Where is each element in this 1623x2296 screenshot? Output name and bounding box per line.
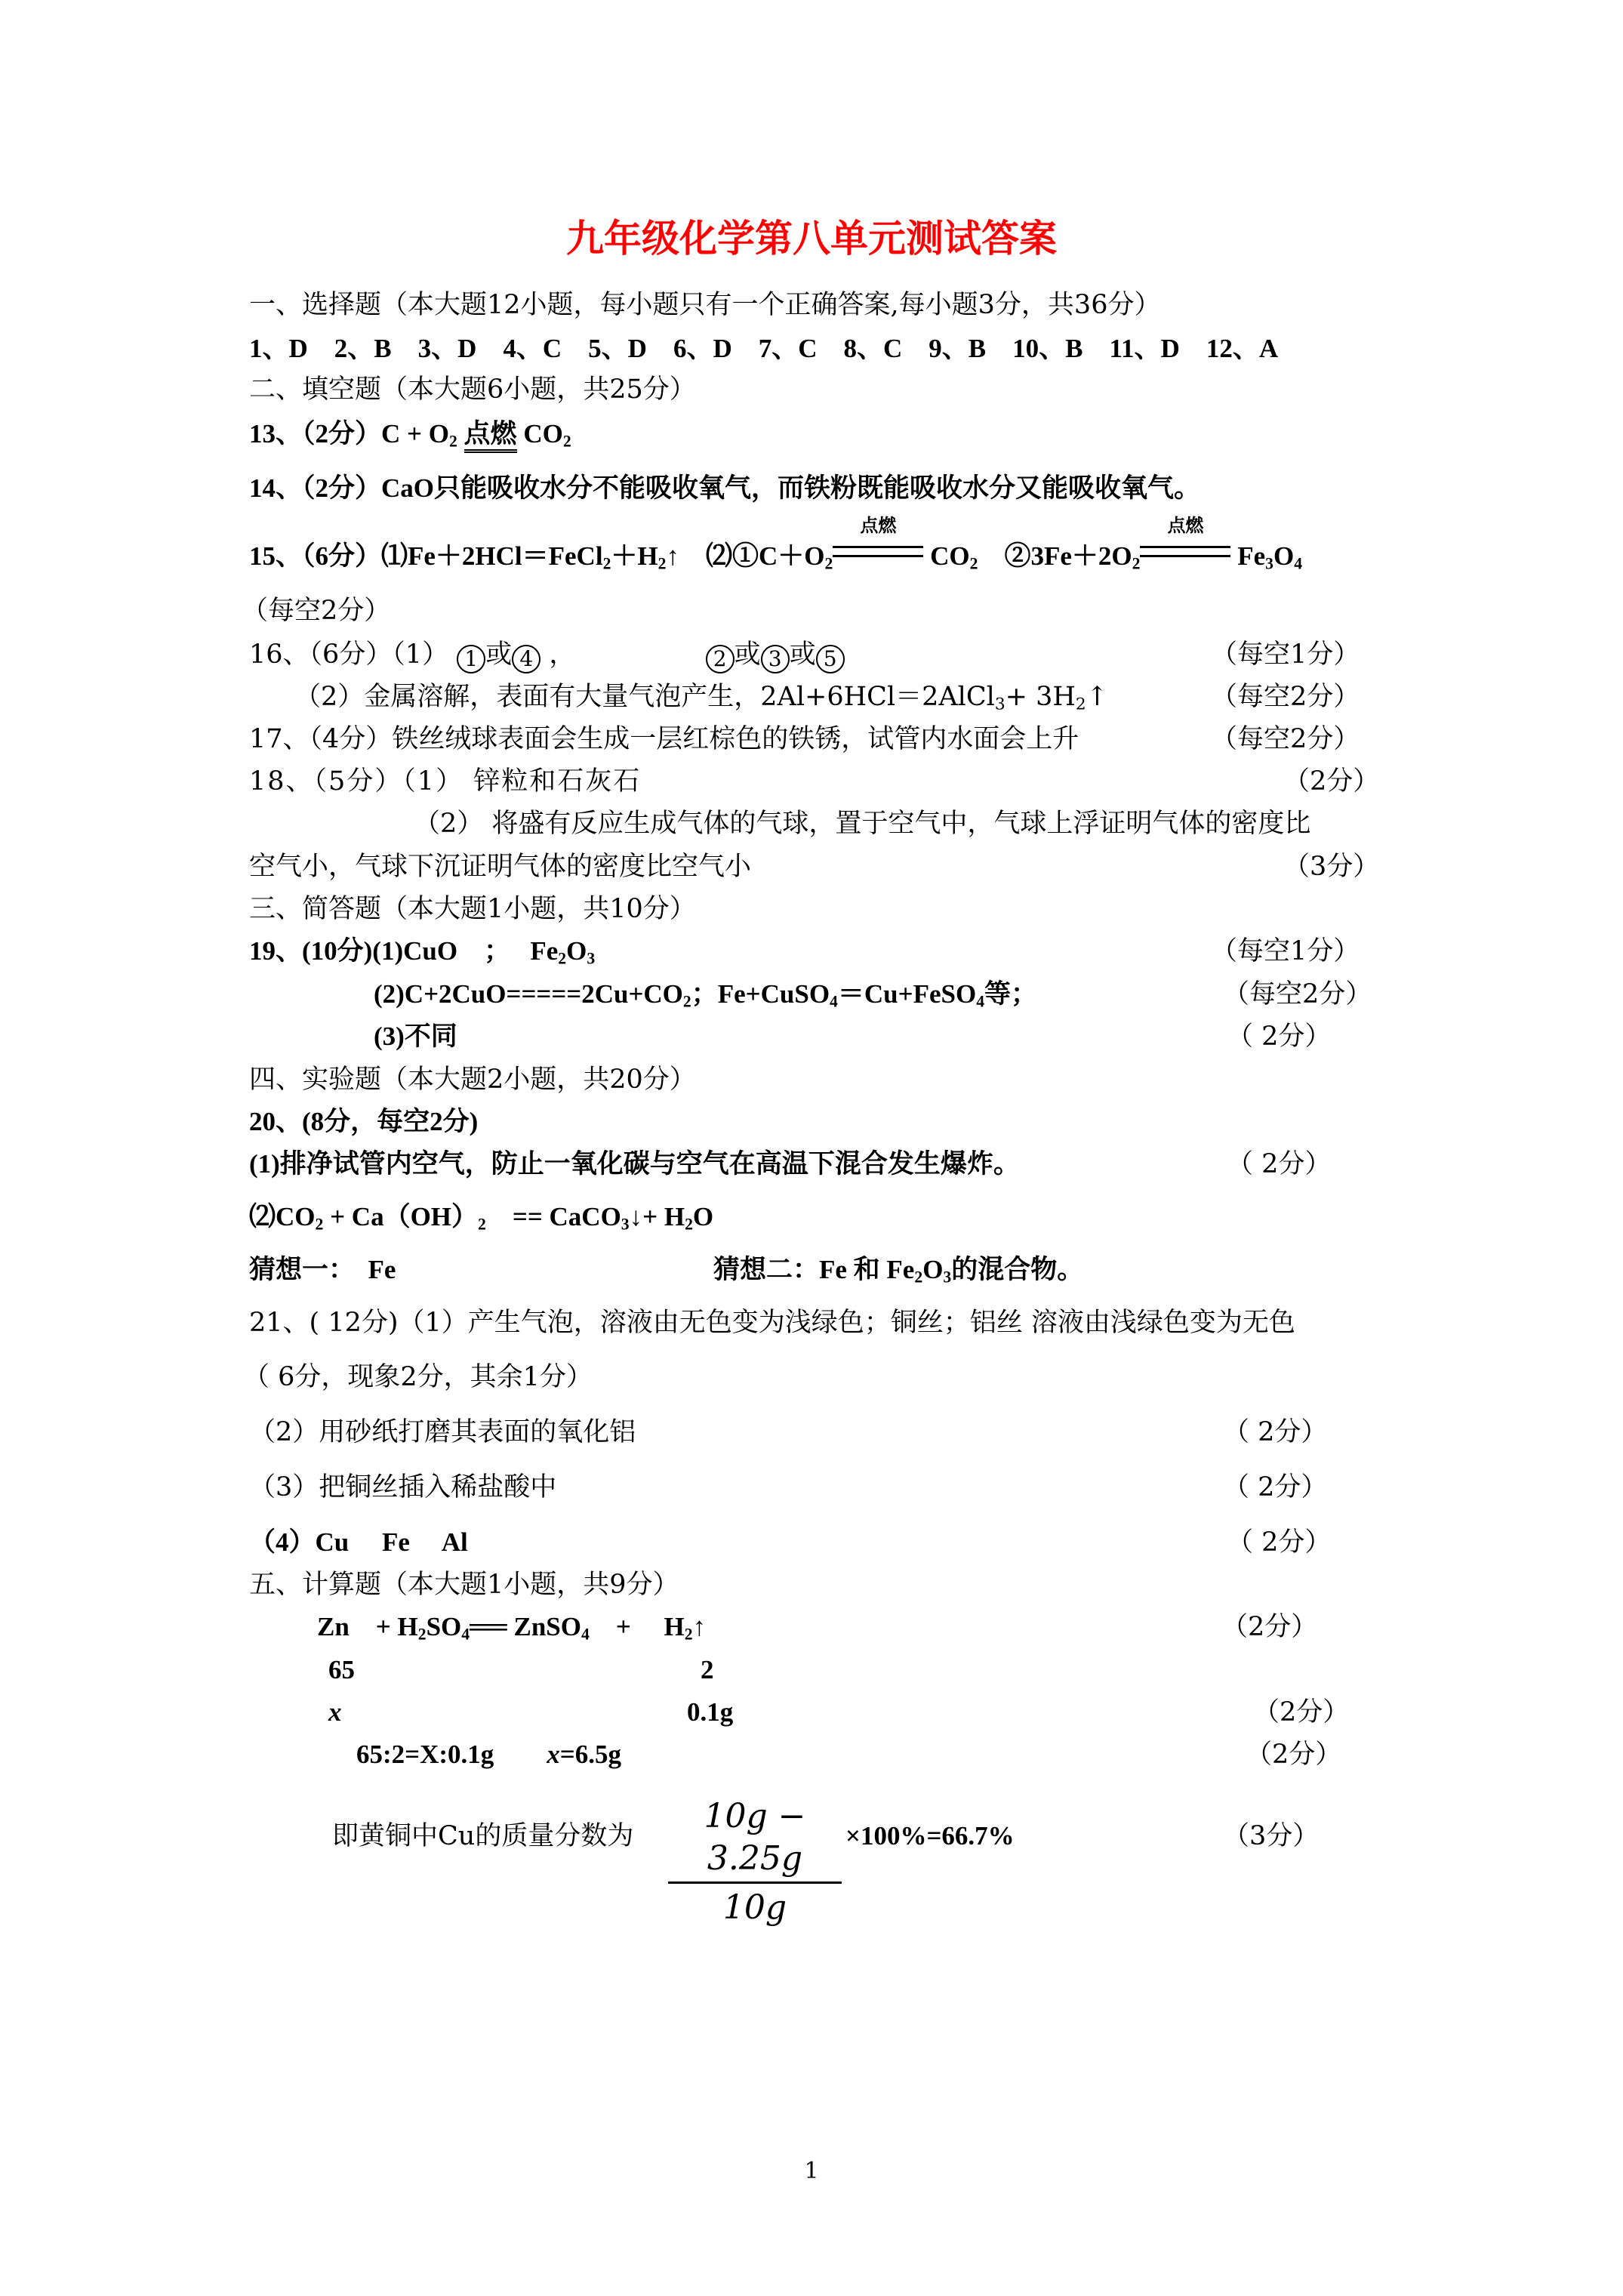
section-2-heading: 二、填空题（本大题6小题，共25分） xyxy=(249,374,696,405)
q19-score-2: （每空2分） xyxy=(1223,979,1372,1009)
q20-guess-2: 猜想二：Fe 和 $Fe_2O_3$的混合物。 xyxy=(713,1255,1084,1287)
q13-condition: 点燃 xyxy=(464,419,517,453)
q15-condition-1: 点燃 xyxy=(833,540,923,573)
calc-row2-left: 65 xyxy=(328,1655,355,1684)
q20-guess-1: 猜想一： Fe xyxy=(249,1255,396,1284)
calc-result-prefix: 即黄铜中Cu的质量分数为 xyxy=(332,1821,634,1851)
calc-row4: 65:2=X:0.1g x=6.5g xyxy=(356,1740,621,1769)
q21-line-4: （3）把铜丝插入稀盐酸中 xyxy=(249,1472,557,1502)
q15-condition-2: 点燃 xyxy=(1140,540,1230,573)
q20-score-1: （ 2分） xyxy=(1227,1149,1332,1179)
q21-line-5: （4）Cu Fe Al xyxy=(249,1527,468,1557)
circled-number: 1 xyxy=(457,645,485,673)
q21-line-1: 21、( 12分)（1）产生气泡，溶液由无色变为浅绿色；铜丝；铝丝 溶液由浅绿色变为无色 xyxy=(249,1308,1295,1338)
fraction-numerator: 10g − 3.25g xyxy=(704,1797,806,1878)
calc-row3-right: 0.1g xyxy=(687,1697,734,1727)
section-3-heading: 三、简答题（本大题1小题，共10分） xyxy=(249,894,696,924)
q21-line-2: （ 6分，现象2分，其余1分） xyxy=(243,1362,593,1392)
q20-heading: 20、(8分，每空2分) xyxy=(249,1107,479,1136)
q21-line-3: （2）用砂纸打磨其表面的氧化铝 xyxy=(249,1417,636,1447)
q18-line-3: 空气小，气球下沉证明气体的密度比空气小 xyxy=(249,852,752,882)
calc-row2-right: 2 xyxy=(701,1655,714,1684)
q19-line-2: $(2)C+2CuO=====2Cu+CO_2$；Fe+CuSO$_4$＝Cu+FeSO$_4$等； xyxy=(374,979,1038,1011)
calc-row3-left: x xyxy=(328,1697,342,1727)
q20-line-1: (1)排净试管内空气，防止一氧化碳与空气在高温下混合发生爆炸。 xyxy=(249,1149,1020,1179)
page-number: 1 xyxy=(804,2158,819,2184)
section-1-heading: 一、选择题（本大题12小题，每小题只有一个正确答案,每小题3分，共36分） xyxy=(249,290,1161,320)
circled-number: 2 xyxy=(706,645,735,673)
section-5-heading: 五、计算题（本大题1小题，共9分） xyxy=(249,1570,679,1600)
fraction-denominator: 10g xyxy=(722,1888,787,1927)
q16-line-2: （2）金属溶解，表面有大量气泡产生，2Al+6HCl＝2AlCl$_3$+ $3H_2↑$ xyxy=(294,682,1109,714)
q16-line-1: 16、（6分）（1） 1 或 4 ， 2 或 3 或 5 xyxy=(249,638,845,673)
calc-score-2: （2分） xyxy=(1253,1697,1350,1727)
q20-line-2: $⑵CO_2 + Ca(OH)_2$ == CaCO$_3$↓+ $H_2O$ xyxy=(249,1202,714,1234)
q18-line-1: 18、（5分）（1） 锌粒和石灰石 xyxy=(249,766,642,797)
q17-score: （每空2分） xyxy=(1211,724,1360,754)
q21-score-4: （ 2分） xyxy=(1227,1527,1332,1558)
calc-score-4: （3分） xyxy=(1223,1821,1320,1851)
calc-equation: Zn + $H_2SO_4══$ ZnSO$_4$ + $H_2↑$ xyxy=(317,1612,707,1644)
section-4-heading: 四、实验题（本大题2小题，共20分） xyxy=(249,1065,696,1095)
q21-score-3: （ 2分） xyxy=(1223,1472,1328,1502)
q15-note: （每空2分） xyxy=(242,596,391,626)
circled-number: 5 xyxy=(816,645,845,673)
calc-score-3: （2分） xyxy=(1246,1740,1342,1770)
q16-score-2: （每空2分） xyxy=(1211,682,1360,712)
calc-fraction xyxy=(668,1795,842,1929)
q19-score-3: （ 2分） xyxy=(1227,1022,1332,1052)
circled-number: 3 xyxy=(761,645,790,673)
q19-line-1: 19、(10分)(1)CuO ； $Fe_2O_3$ xyxy=(249,936,596,968)
q18-score-2: （3分） xyxy=(1283,852,1380,882)
fraction-bar xyxy=(668,1881,842,1884)
q14-line: 14、（2分）CaO只能吸收水分不能吸收氧气，而铁粉既能吸收水分又能吸收氧气。 xyxy=(249,473,1201,503)
q16-score-1: （每空1分） xyxy=(1211,639,1360,670)
q21-score-2: （ 2分） xyxy=(1223,1417,1328,1447)
choice-answers: 1、D 2、B 3、D 4、C 5、D 6、D 7、C 8、C 9、B 10、B 11、D 12、A xyxy=(249,334,1279,363)
q15-line: 15、（6分）$⑴Fe+2HCl=FeCl_2+H_2↑$ $⑵①C+O_2$ 点燃 $CO_2$ $②3Fe+2O_2$ 点燃 $Fe_3O_4$ xyxy=(249,516,1303,573)
calc-result-suffix: ×100%=66.7% xyxy=(845,1821,1015,1851)
q18-line-2: （2） 将盛有反应生成气体的气球，置于空气中，气球上浮证明气体的密度比 xyxy=(414,809,1311,839)
q18-score-1: （2分） xyxy=(1283,766,1380,797)
q19-score-1: （每空1分） xyxy=(1211,936,1360,966)
page-title: 九年级化学第八单元测试答案 xyxy=(566,216,1057,260)
circled-number: 4 xyxy=(512,645,540,673)
q17-line: 17、（4分）铁丝绒球表面会生成一层红棕色的铁锈，试管内水面会上升 xyxy=(249,724,1079,754)
q19-line-3: (3)不同 xyxy=(374,1022,457,1051)
q13-line: 13、（2分）$C + O_2$ 点燃 $CO_2$ xyxy=(249,418,571,453)
calc-score-1: （2分） xyxy=(1221,1612,1318,1642)
